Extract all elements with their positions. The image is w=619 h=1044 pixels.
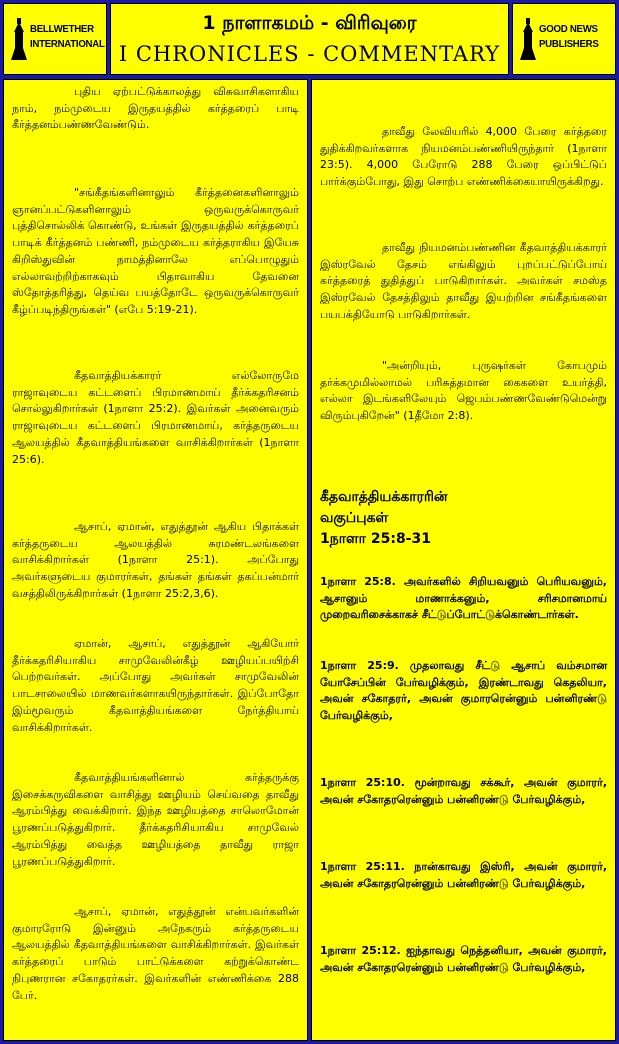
- right-column: [311, 79, 616, 1041]
- right-paragraph-3: "அன்றியும், புருஷர்கள் கோபமும் தர்க்கமுமில்லாமல் பரிசுத்தமான கைகளை உயர்த்தி, எல்லா இடங்களிலேயும் ஜெபம்பண்ணவேண்டுமென்று விரும்புகிறேன்" (1தீமோ 2:8).: [320, 359, 607, 423]
- good-news-logo-line2: PUBLISHERS: [539, 38, 599, 50]
- section-heading-reference: 1நாளா 25:8-31: [320, 531, 431, 547]
- section-heading: [320, 487, 607, 550]
- left-paragraph-7: ஆசாப், ஏமான், எதுத்தூன் என்பவர்களின் குமாரரோடு இன்னும் அநேகரும் கர்த்தருடைய ஆலயத்தில் கீதவாத்தியங்களை வாசிக்கிறார்கள். இவர்கள் கர்த்தரைப் பாடும் பாட்டுக்களை கற்றுக்கொண்ட நிபுணரான சகோதரர்கள். இவர்களின் எண்ணிக்கை 288 பேர்.: [12, 905, 299, 1002]
- right-paragraph-2: தாவீது நியமனம்பண்ணின கீதவாத்தியக்காரர் இஸ்ரவேல் தேசம் எங்கிலும் புறப்பட்டுப்போய் கர்த்தரைத் துதித்துப் பாடுகிறார்கள். அவர்கள் சமஸ்த இஸ்ரவேல் தேசத்திலும் தாவீது இயற்றின சங்கீதங்களை பயபக்தியோடு பாடுகிறார்கள்.: [320, 241, 607, 321]
- good-news-icon: [519, 18, 537, 60]
- verse-25-8: 1நாளா 25:8. அவர்களில் சிறியவனும் பெரியவனும், ஆசானும் மாணாக்கனும், சரிசமானமாய் முறைவரிசைக்காகச் சீட்டுப்போட்டுக்கொண்டார்கள்.: [320, 575, 607, 622]
- good-news-logo: [519, 16, 611, 64]
- good-news-logo-box: [512, 3, 616, 75]
- left-paragraph-2: "சங்கீதங்களினாலும் கீர்த்தனைகளினாலும் ஞானப்பட்டுகளினாலும் ஒருவருக்கொருவர் புத்திசொல்லிக் கொண்டு, உங்கள் இருதயத்தில் கர்த்தரைப் பாடிக் கீர்த்தனம் பண்ணி, நம்முடைய கர்த்தராகிய இயேசு கிறிஸ்துவின் நாமத்தினாலே எப்பொழுதும் எல்லாவற்றிற்காகவும் பிதாவாகிய தேவனை ஸ்தோத்தரித்து, தெய்வ பயத்தோடே ஒருவருக்கொருவர் கீழ்ப்படிந்திருங்கள்" (எபே 5:19-21).: [12, 186, 299, 316]
- bellwether-logo-box: [3, 3, 107, 75]
- left-paragraph-1: புதிய ஏற்பட்டுக்காலத்து விசுவாசிகளாகிய நாம், நம்முடைய இருதயத்தில் கர்த்தரைப் பாடி கீர்த்தனம்பண்ணவேண்டும்.: [12, 85, 299, 132]
- bellwether-logo: [10, 16, 105, 64]
- bellwether-logo-line1: BELLWETHER: [30, 23, 94, 35]
- page-title-tamil: 1 நாளாகமம் - விரிவுரை: [202, 12, 417, 34]
- section-heading-line2: வகுப்புகள்: [320, 510, 389, 526]
- left-paragraph-3: கீதவாத்தியக்காரர் எல்லோருமே ராஜாவுடைய கட்டளைப் பிரமாணமாய் தீர்க்கதரிசனம் சொல்லுகிறார்கள் (1நாளா 25:2). இவர்கள் அனைவரும் ராஜாவுடைய கட்டளைப் பிரமாணமாய், கர்த்தருடைய ஆலயத்தில் கீதவாத்தியங்களை வாசிக்கிறார்கள் (1நாளா 25:6).: [12, 369, 299, 466]
- left-paragraph-4: ஆசாப், ஏமான், எதுத்தூன் ஆகிய பிதாக்கள் கர்த்தருடைய ஆலயத்தில் சுரமண்டலங்களை வாசிக்கிறார்கள் (1நாளா 25:1). அப்போது அவர்களுடைய குமாரர்கள், தங்கள் தங்கள் தகப்பன்மார் வசத்திலிருக்கிறார்கள் (1நாளா 25:2,3,6).: [12, 520, 299, 600]
- good-news-logo-line1: GOOD NEWS: [539, 23, 598, 35]
- section-heading-line1: கீதவாத்தியக்காரரின்: [320, 489, 448, 505]
- right-paragraph-1: தாவீது லேவியரில் 4,000 பேரை கர்த்தரை துதிக்கிறவர்களாக நியமனம்பண்ணியிருந்தார் (1நாளா 23:5). 4,000 பேரோடு 288 பேரை ஒப்பிட்டுப் பார்க்கும்போது, இது சொற்ப எண்ணிக்கையாயிருக்கிறது.: [320, 125, 607, 189]
- verse-25-9: 1நாளா 25:9. முதலாவது சீட்டு ஆசாப் வம்சமான யோசேப்பின் பேர்வழிக்கும், இரண்டாவது கெதலியா, அவன் சகோதரர், அவன் குமாரரென்னும் பன்னிரண்டு பேர்வழிக்கும்,: [320, 659, 607, 723]
- page-title-english: I CHRONICLES - COMMENTARY: [118, 42, 501, 66]
- bellwether-icon: [10, 18, 28, 60]
- verse-25-12: 1நாளா 25:12. ஐந்தாவது நெத்தனியா, அவன் குமாரர், அவன் சகோதரரென்னும் பன்னிரண்டு பேர்வழிக்கும்,: [320, 944, 607, 974]
- left-column: [3, 79, 308, 1041]
- bellwether-logo-line2: INTERNATIONAL: [30, 38, 105, 50]
- left-paragraph-5: ஏமான், ஆசாப், எதுத்தூன் ஆகியோர் தீர்க்கதரிசியாகிய சாமுவேலின்கீழ் ஊழியப்பயிற்சி பெற்றவர்கள். அப்போது அவர்கள் சாமுவேலின் பாடசாலையில் மாணவர்களாகயிருந்தார்கள். இப்போதோ இம்மூவரும் கீதவாத்தியங்களை நேர்த்தியாய் வாசிக்கிறார்கள்.: [12, 637, 299, 734]
- verse-25-11: 1நாளா 25:11. நான்காவது இஸ்ரி, அவன் குமாரர், அவன் சகோதரரென்னும் பன்னிரண்டு பேர்வழிக்கும்,: [320, 860, 607, 890]
- title-box: [110, 3, 509, 75]
- left-paragraph-6: கீதவாத்தியங்களினால் கர்த்தருக்கு இசைக்கருவிகளை வாசித்து ஊழியம் செய்வதை தாவீது ஆரம்பித்து வைக்கிறார். இந்த ஊழியத்தை சாலொமோன் பூரணப்படுத்துகிறார். தீர்க்கதரிசியாகிய சாமுவேல் ஆரம்பித்து வைத்த ஊழியத்தை தாவீது ராஜா பூரணப்படுத்துகிறார்.: [12, 771, 299, 868]
- verse-25-10: 1நாளா 25:10. மூன்றாவது சக்கூர், அவன் குமாரர், அவன் சகோதரரென்னும் பன்னிரண்டு பேர்வழிக்கும்,: [320, 776, 607, 806]
